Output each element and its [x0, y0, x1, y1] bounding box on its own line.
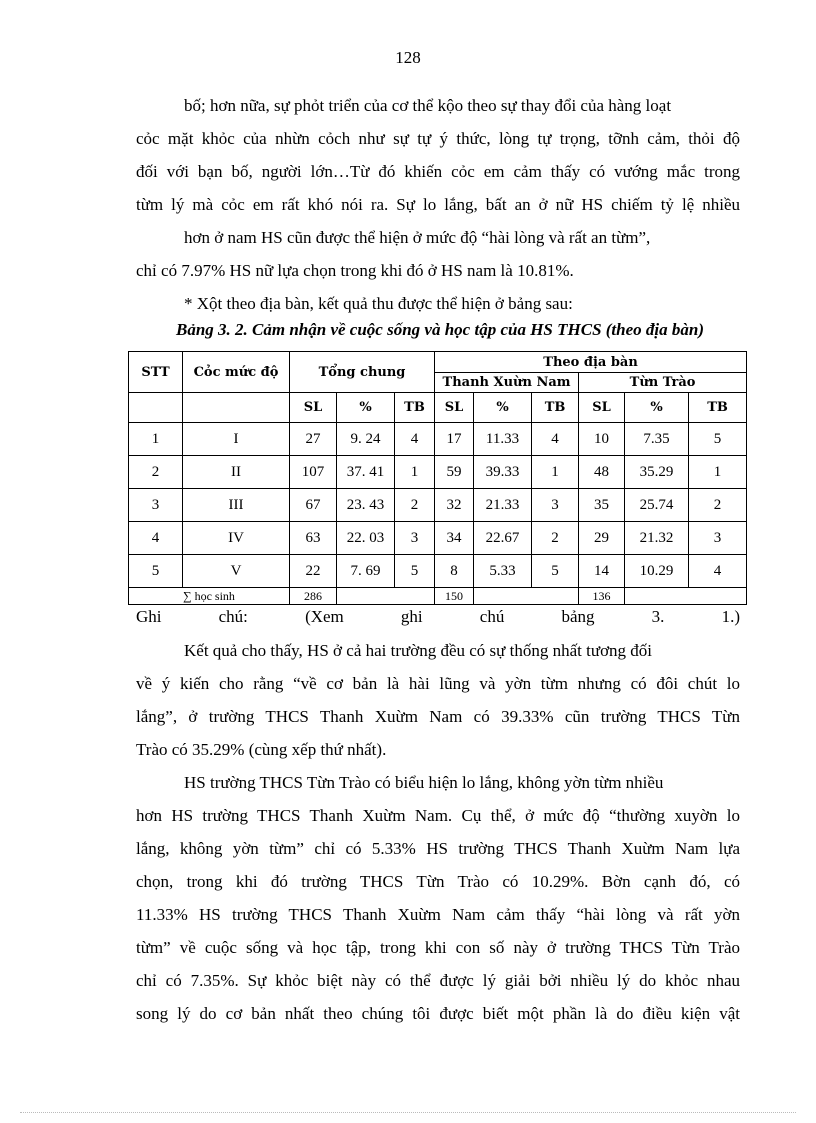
cell: 32: [435, 489, 474, 522]
cell: 5: [532, 555, 579, 588]
header-theo-dia-ban: Theo địa bàn: [435, 352, 747, 373]
cell: 2: [689, 489, 747, 522]
text-line: lắng”, ở trường THCS Thanh Xuừm Nam có 39.33% cũn trường THCS Từn: [136, 707, 740, 726]
text-line: Trào có 35.29% (cùng xếp thứ nhất).: [136, 740, 387, 759]
text-line: đối với bạn bố, người lớn…Từ đó khiến cỏc em cảm thấy có vướng mắc trong: [136, 162, 740, 181]
cell: 4: [395, 423, 435, 456]
header-pct: %: [474, 393, 532, 423]
cell: 27: [290, 423, 337, 456]
text-line: chọn, trong khi đó trường THCS Từn Trào có 10.29%. Bờn cạnh đó, có: [136, 872, 740, 891]
cell: 2: [129, 456, 183, 489]
cell: 107: [290, 456, 337, 489]
table-row: [129, 456, 747, 489]
text-line: lắng, không yờn từm” chỉ có 5.33% HS trường THCS Thanh Xuừm Nam lựa: [136, 839, 740, 858]
header-tb: TB: [689, 393, 747, 423]
header-empty: [183, 393, 290, 423]
cell: 1: [129, 423, 183, 456]
header-row: [129, 352, 747, 373]
sum-school1: 150: [435, 588, 474, 605]
table-caption: Bảng 3. 2. Cảm nhận về cuộc sống và học tập của HS THCS (theo địa bàn): [176, 320, 704, 339]
cell: 3: [532, 489, 579, 522]
header-pct: %: [337, 393, 395, 423]
cell: 35: [579, 489, 625, 522]
text-line: cỏc mặt khỏc của nhừn cỏch như sự tự ý thức, lòng tự trọng, tỡnh cảm, thỏi độ: [136, 129, 740, 148]
note-word: Ghi: [136, 607, 162, 626]
note-word: (Xem: [305, 607, 344, 626]
cell: 5: [395, 555, 435, 588]
header-empty: [129, 393, 183, 423]
cell: 35.29: [625, 456, 689, 489]
header-tb: TB: [532, 393, 579, 423]
text-line: 11.33% HS trường THCS Thanh Xuừm Nam cảm thấy “hài lòng và rất yờn: [136, 905, 740, 924]
cell: 39.33: [474, 456, 532, 489]
note-word: 1.): [721, 607, 740, 626]
cell: 4: [532, 423, 579, 456]
header-muc-do: Cỏc mức độ: [183, 352, 290, 393]
sum-label: ∑ học sinh: [129, 588, 290, 605]
cell: 5: [129, 555, 183, 588]
cell: 7.35: [625, 423, 689, 456]
cell: [625, 588, 747, 605]
header-pct: %: [625, 393, 689, 423]
cell: 10: [579, 423, 625, 456]
text-line: hơn ở nam HS cũn được thể hiện ở mức độ “hài lòng và rất an từm”,: [184, 228, 651, 247]
cell: 22.67: [474, 522, 532, 555]
header-stt: STT: [129, 352, 183, 393]
cell: 9. 24: [337, 423, 395, 456]
cell: 67: [290, 489, 337, 522]
cell: 1: [532, 456, 579, 489]
cell: 37. 41: [337, 456, 395, 489]
note-word: chú:: [218, 607, 248, 626]
cell: 3: [395, 522, 435, 555]
note-word: 3.: [651, 607, 665, 626]
cell: 48: [579, 456, 625, 489]
cell: 10.29: [625, 555, 689, 588]
note-word: ghi: [400, 607, 423, 626]
page-number: 128: [395, 48, 421, 67]
sum-row: [129, 588, 747, 605]
text-line: từm” về cuộc sống và học tập, trong khi con số này ở trường THCS Từn Trào: [136, 938, 740, 957]
cell: 2: [395, 489, 435, 522]
cell: 14: [579, 555, 625, 588]
cell: 21.32: [625, 522, 689, 555]
cell: 5.33: [474, 555, 532, 588]
note-word: bảng: [561, 607, 595, 626]
header-school-tan-trao: Từn Trào: [579, 373, 747, 393]
sum-school2: 136: [579, 588, 625, 605]
text-line: bố; hơn nữa, sự phỏt triển của cơ thể kộo theo sự thay đổi của hàng loạt: [184, 96, 672, 115]
cell: 5: [689, 423, 747, 456]
page-footer-rule: [20, 1112, 796, 1113]
note-word: chú: [479, 607, 505, 626]
cell: IV: [183, 522, 290, 555]
cell: 11.33: [474, 423, 532, 456]
cell: 23. 43: [337, 489, 395, 522]
paragraph-intro: [136, 89, 740, 320]
cell: 25.74: [625, 489, 689, 522]
cell: 4: [689, 555, 747, 588]
cell: 29: [579, 522, 625, 555]
cell: 22. 03: [337, 522, 395, 555]
text-line: * Xột theo địa bàn, kết quả thu được thể hiện ở bảng sau:: [184, 294, 573, 313]
cell: 8: [435, 555, 474, 588]
cell: 22: [290, 555, 337, 588]
text-line: chỉ có 7.35%. Sự khỏc biệt này có thể được lý giải bởi nhiều lý do khỏc nhau: [136, 971, 740, 990]
cell: 2: [532, 522, 579, 555]
header-tong-chung: Tổng chung: [290, 352, 435, 393]
cell: 4: [129, 522, 183, 555]
header-school-thanh-xuan-nam: Thanh Xuừn Nam: [435, 373, 579, 393]
cell: 34: [435, 522, 474, 555]
cell: 1: [395, 456, 435, 489]
subheader-row: [129, 393, 747, 423]
cell: 63: [290, 522, 337, 555]
text-line: từm lý mà cỏc em rất khó nói ra. Sự lo lắng, bất an ở nữ HS chiếm tỷ lệ nhiều: [136, 195, 740, 214]
text-line: song lý do cơ bản nhất theo chúng tôi được biết một phần là do điều kiện vật: [136, 1004, 740, 1023]
cell: 1: [689, 456, 747, 489]
cell: 7. 69: [337, 555, 395, 588]
cell: 59: [435, 456, 474, 489]
table-row: [129, 423, 747, 456]
text-line: hơn HS trường THCS Thanh Xuừm Nam. Cụ thể, ở mức độ “thường xuyờn lo: [136, 806, 740, 825]
cell: [474, 588, 579, 605]
table-row: [129, 522, 747, 555]
text-line: Kết quả cho thấy, HS ở cả hai trường đều có sự thống nhất tương đối: [184, 641, 653, 660]
text-line: về ý kiến cho rằng “về cơ bản là hài lũng và yờn từm nhưng có đôi chút lo: [136, 674, 740, 693]
cell: 17: [435, 423, 474, 456]
text-line: chỉ có 7.97% HS nữ lựa chọn trong khi đó ở HS nam là 10.81%.: [136, 261, 574, 280]
cell: 21.33: [474, 489, 532, 522]
table-row: [129, 555, 747, 588]
cell: [337, 588, 435, 605]
header-sl: SL: [579, 393, 625, 423]
paragraph-results: [136, 634, 740, 1030]
cell: III: [183, 489, 290, 522]
cell: I: [183, 423, 290, 456]
header-sl: SL: [435, 393, 474, 423]
table-note: [136, 607, 740, 627]
text-line: HS trường THCS Từn Trào có biểu hiện lo lắng, không yờn từm nhiều: [184, 773, 664, 792]
cell: 3: [129, 489, 183, 522]
header-sl: SL: [290, 393, 337, 423]
results-table: [128, 351, 747, 605]
header-tb: TB: [395, 393, 435, 423]
cell: 3: [689, 522, 747, 555]
cell: II: [183, 456, 290, 489]
cell: V: [183, 555, 290, 588]
table-row: [129, 489, 747, 522]
sum-total: 286: [290, 588, 337, 605]
